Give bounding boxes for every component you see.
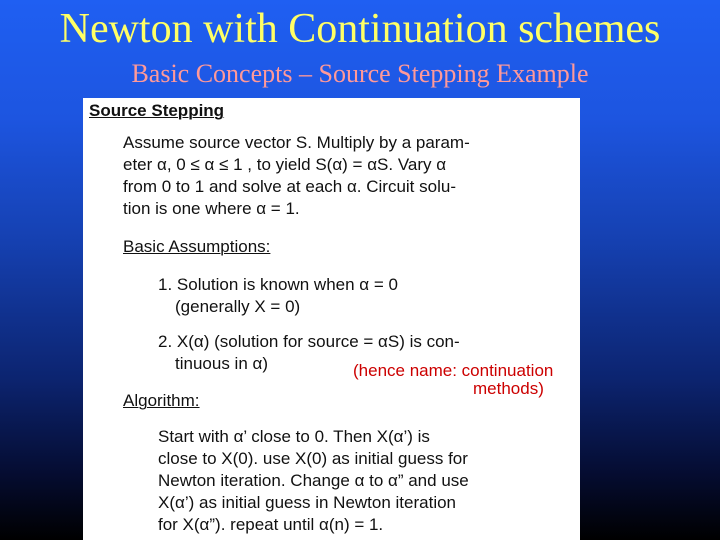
note-line: methods)	[473, 379, 544, 398]
slide-subtitle: Basic Concepts – Source Stepping Example	[131, 59, 589, 88]
algorithm-heading: Algorithm:	[123, 391, 200, 410]
assumption-1-line: 1. Solution is known when α = 0	[158, 275, 398, 294]
algorithm-line: for X(α”). repeat until α(n) = 1.	[158, 515, 384, 534]
note-line: (hence name: continuation	[353, 361, 554, 380]
algorithm-line: close to X(0). use X(0) as initial guess for	[158, 449, 468, 468]
panel-heading: Source Stepping	[89, 101, 225, 120]
assumption-2-line: tinuous in α)	[175, 354, 268, 373]
intro-line: eter α, 0 ≤ α ≤ 1 , to yield S(α) = αS. Vary α	[123, 155, 447, 174]
assumption-2-line: 2. X(α) (solution for source = αS) is con-	[158, 332, 460, 351]
intro-line: from 0 to 1 and solve at each α. Circuit solu-	[123, 177, 456, 196]
intro-line: tion is one where α = 1.	[123, 199, 300, 218]
content-panel	[83, 98, 580, 540]
algorithm-line: X(α’) as initial guess in Newton iteration	[158, 493, 457, 512]
algorithm-line: Start with α’ close to 0. Then X(α’) is	[158, 427, 430, 446]
algorithm-line: Newton iteration. Change α to α” and use	[158, 471, 469, 490]
slide-title: Newton with Continuation schemes	[59, 6, 661, 52]
intro-line: Assume source vector S. Multiply by a param-	[123, 133, 470, 152]
assumptions-heading: Basic Assumptions:	[123, 237, 271, 256]
assumption-1-line: (generally X = 0)	[175, 297, 301, 316]
